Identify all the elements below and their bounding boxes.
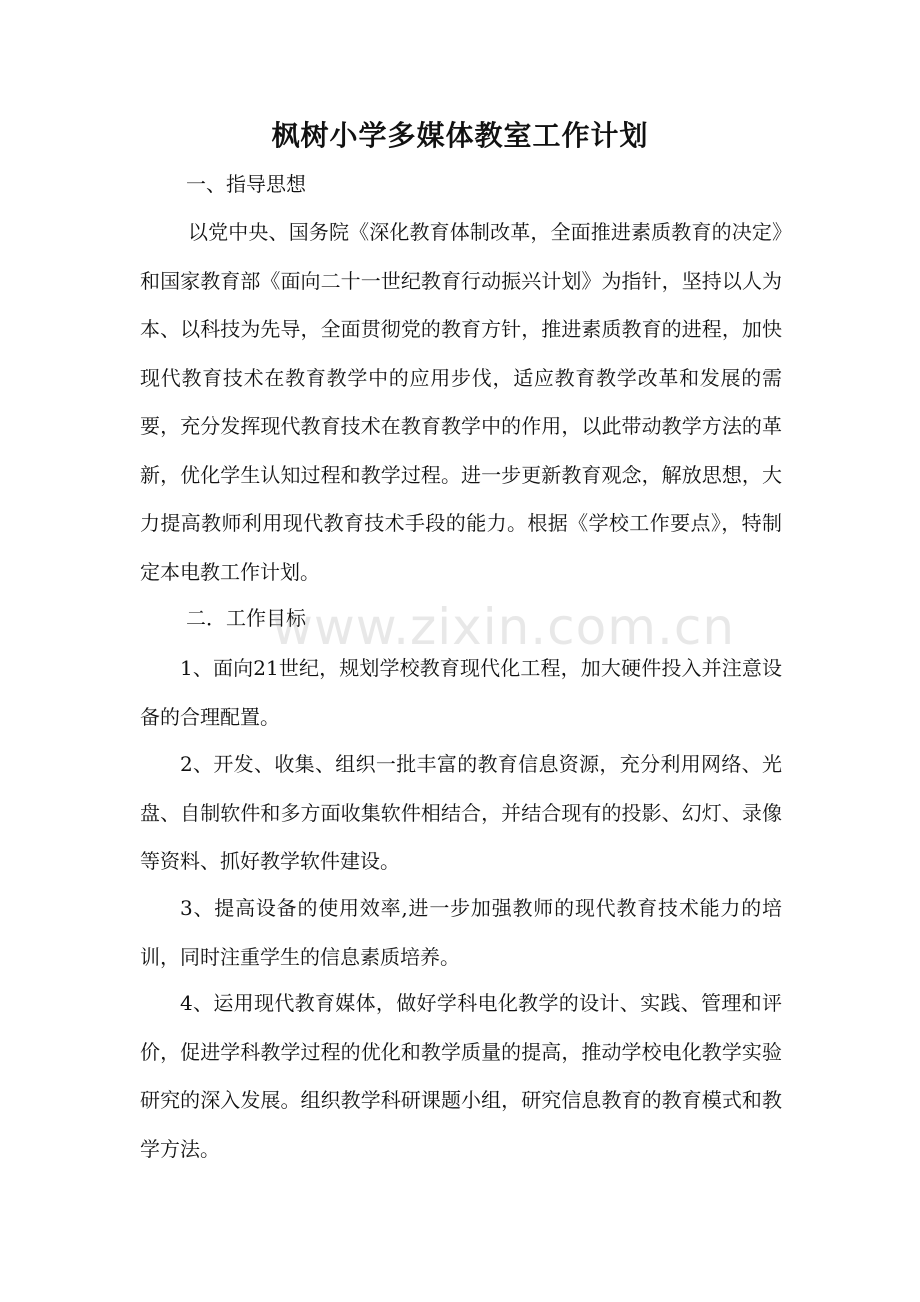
goal-item: 1、面向21世纪，规划学校教育现代化工程，加大硬件投入并注意设备的合理配置。 [140,656,782,729]
section-heading-guiding-ideology: 一、指导思想 [186,172,306,196]
section-heading-work-goals: 二．工作目标 [186,606,306,630]
document-title: 枫树小学多媒体教室工作计划 [271,119,649,152]
goal-item: 3、提高设备的使用效率,进一步加强教师的现代教育技术能力的培训，同时注重学生的信息素质培养。 [140,896,782,969]
watermark: www.zixin.com.cn [272,598,736,656]
goal-item: 2、开发、收集、组织一批丰富的教育信息资源，充分利用网络、光盘、自制软件和多方面收集软件相结合，并结合现有的投影、幻灯、录像等资料、抓好教学软件建设。 [140,752,782,873]
section-paragraph-guiding-ideology: 以党中央、国务院《深化教育体制改革，全面推进素质教育的决定》和国家教育部《面向二十一世纪教育行动振兴计划》为指针，坚持以人为本、以科技为先导，全面贯彻党的教育方针，推进素质教育的进程，加快现代教育技术在教育教学中的应用步伐，适应教育教学改革和发展的需要，充分发挥现代教育技术在教育教学中的作用，以此带动教学方法的革新，优化学生认知过程和教学过程。进一步更新教育观念，解放思想，大力提高教师利用现代教育技术手段的能力。根据《学校工作要点》，特制定本电教工作计划。 [140,220,782,584]
goal-item: 4、运用现代教育媒体，做好学科电化教学的设计、实践、管理和评价，促进学科教学过程的优化和教学质量的提高，推动学校电化教学实验研究的深入发展。组织教学科研课题小组，研究信息教育的教育模式和教学方法。 [140,991,782,1161]
